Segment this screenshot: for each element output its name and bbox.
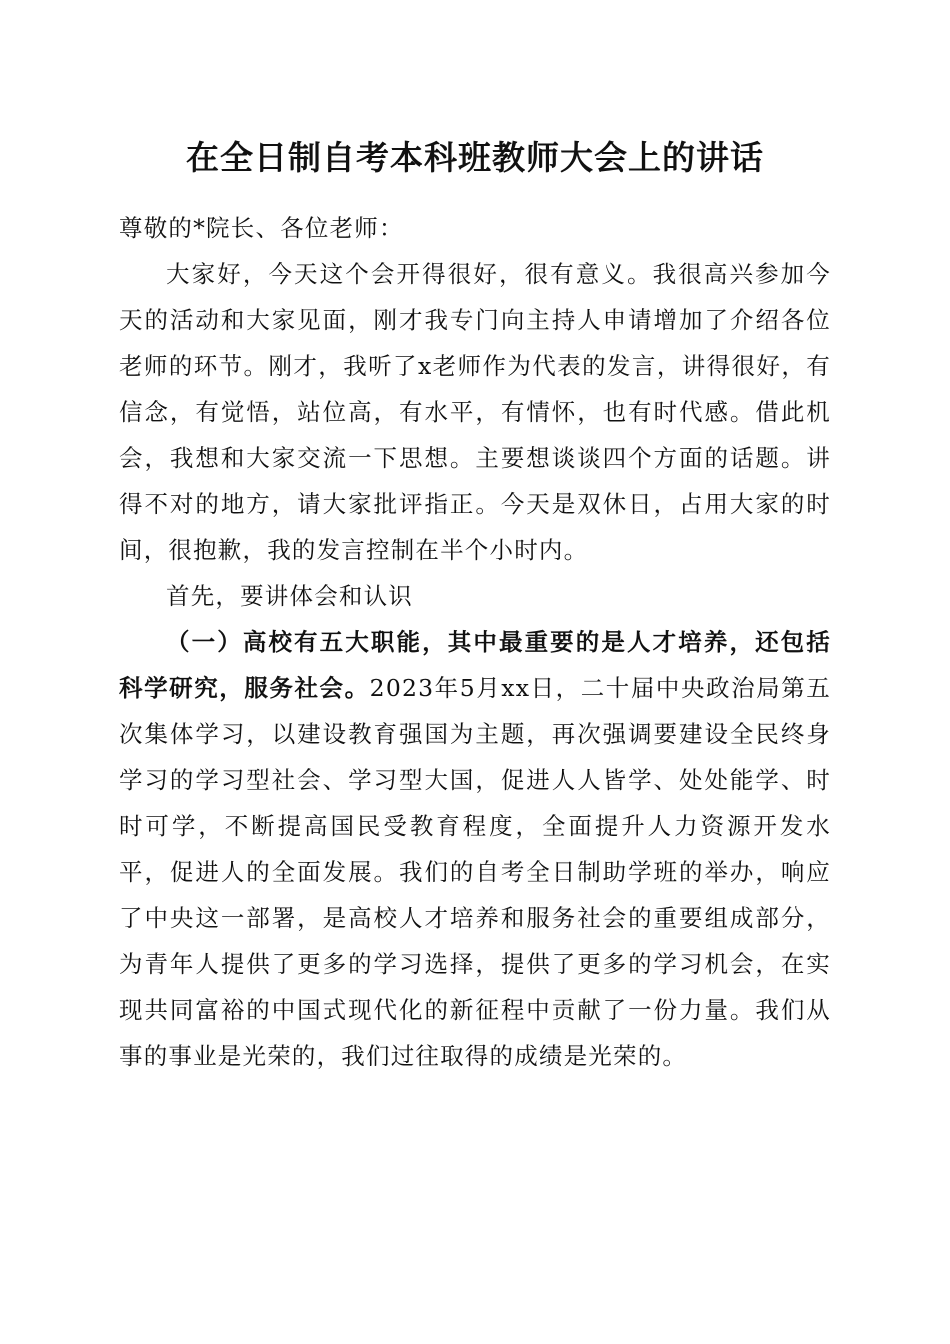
paragraph-functions-body: 2023年5月xx日，二十届中央政治局第五次集体学习，以建设教育强国为主题，再次强调要建设全民终身学习的学习型社会、学习型大国，促进人人皆学、处处能学、时时可学，不断提高国民受教育程度，全面提升人力资源开发水平，促进人的全面发展。我们的自考全日制助学班的举办，响应了中央这一部署，是高校人才培养和服务社会的重要组成部分，为青年人提供了更多的学习选择，提供了更多的学习机会，在实现共同富裕的中国式现代化的新征程中贡献了一份力量。我们从事的事业是光荣的，我们过往取得的成绩是光荣的。: [119, 674, 832, 1070]
paragraph-functions: [119, 619, 831, 1079]
document-body: [119, 205, 831, 1079]
section-heading: 首先，要讲体会和认识: [166, 582, 413, 610]
paragraph-opening: 大家好，今天这个会开得很好，很有意义。我很高兴参加今天的活动和大家见面，刚才我专门向主持人申请增加了介绍各位老师的环节。刚才，我听了x老师作为代表的发言，讲得很好，有信念，有觉悟，站位高，有水平，有情怀，也有时代感。借此机会，我想和大家交流一下思想。主要想谈谈四个方面的话题。讲得不对的地方，请大家批评指正。今天是双休日，占用大家的时间，很抱歉，我的发言控制在半个小时内。: [119, 260, 831, 564]
greeting: 尊敬的*院长、各位老师：: [119, 214, 404, 242]
document-title: 在全日制自考本科班教师大会上的讲话: [186, 138, 764, 177]
paragraph-functions-lead: （一）高校有五大职能，其中最重要的是人才培养，还包括科学研究，服务社会。: [119, 628, 831, 702]
